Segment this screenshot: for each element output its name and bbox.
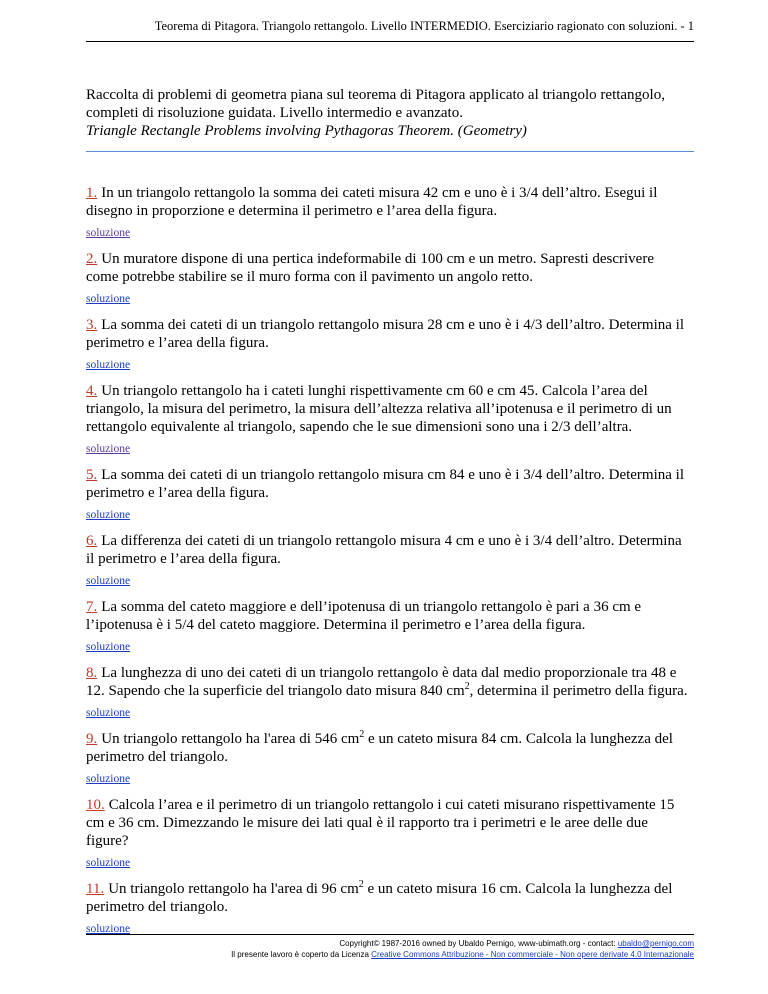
problem-text: Un triangolo rettangolo ha i cateti lunghi rispettivamente cm 60 e cm 45. Calcola l’area del triangolo, la misura del perimetro, la misura dell’altezza relativa all’ipotenusa e il perimetro di un rettangolo equivalente al triangolo, sapendo che le sue dimensioni sono una i 2/3 dell’altra.: [86, 383, 672, 435]
intro-english-text: Triangle Rectangle Problems involving Pythagoras Theorem. (Geometry): [86, 123, 527, 139]
problem-8: [86, 664, 690, 720]
problem-number-link[interactable]: 11.: [86, 881, 105, 897]
solution-link[interactable]: soluzione: [86, 707, 131, 719]
problem-6: [86, 532, 690, 588]
problem-text: Un triangolo rettangolo ha l'area di 96 cm: [108, 881, 359, 897]
problem-5: [86, 466, 690, 522]
page-footer: [86, 938, 694, 960]
problem-text: Un muratore dispone di una pertica indeformabile di 100 cm e un metro. Sapresti descrivere come potrebbe stabilire se il muro forma con il pavimento un angolo retto.: [86, 251, 654, 285]
header-divider: [86, 41, 694, 42]
problem-list: [86, 184, 690, 946]
problem-text: La somma del cateto maggiore e dell’ipotenusa di un triangolo rettangolo è pari a 36 cm e l’ipotenusa è i 5/4 del cateto maggiore. Determina il perimetro e l’area della figura.: [86, 599, 642, 633]
problem-text: In un triangolo rettangolo la somma dei cateti misura 42 cm e uno è i 3/4 dell’altro. Esegui il disegno in proporzione e determina il perimetro e l’area della figura.: [86, 185, 658, 219]
problem-number-link[interactable]: 4.: [86, 383, 98, 399]
solution-link[interactable]: soluzione: [86, 443, 131, 455]
problem-text: La somma dei cateti di un triangolo rettangolo misura 28 cm e uno è i 4/3 dell’altro. Determina il perimetro e l’area della figura.: [86, 317, 685, 351]
problem-11: [86, 880, 690, 936]
problem-text: La lunghezza di uno dei cateti di un triangolo rettangolo è data dal medio proporzionale tra 48 e 12. Sapendo che la superficie del triangolo dato misura 840 cm: [86, 665, 677, 699]
solution-link[interactable]: soluzione: [86, 773, 131, 785]
problem-number-link[interactable]: 1.: [86, 185, 98, 201]
problem-text: e un cateto misura 84 cm. Calcola la lunghezza del perimetro del triangolo.: [86, 731, 673, 765]
solution-link[interactable]: soluzione: [86, 227, 131, 239]
solution-link[interactable]: soluzione: [86, 641, 131, 653]
solution-link[interactable]: soluzione: [86, 923, 131, 935]
license-line: [86, 949, 694, 960]
problem-number-link[interactable]: 10.: [86, 797, 105, 813]
license-link[interactable]: Creative Commons Attribuzione - Non commerciale - Non opere derivate 4.0 Internazionale: [371, 950, 694, 959]
problem-text: La somma dei cateti di un triangolo rettangolo misura cm 84 e uno è i 3/4 dell’altro. Determina il perimetro e l’area della figura.: [86, 467, 685, 501]
problem-number-link[interactable]: 2.: [86, 251, 98, 267]
problem-text: , determina il perimetro della figura.: [469, 683, 688, 699]
problem-3: [86, 316, 690, 372]
section-divider: [86, 151, 694, 152]
problem-4: [86, 382, 690, 456]
problem-text: La differenza dei cateti di un triangolo rettangolo misura 4 cm e uno è i 3/4 dell’altro. Determina il perimetro e l’area della figura.: [86, 533, 682, 567]
copyright-line: [86, 938, 694, 949]
superscript: 2: [359, 729, 365, 740]
solution-link[interactable]: soluzione: [86, 857, 131, 869]
intro: [86, 86, 694, 140]
email-link[interactable]: ubaldo@pernigo.com: [617, 939, 694, 948]
copyright-text: Copyright© 1987-2016 owned by Ubaldo Pernigo, www-ubimath.org - contact:: [339, 939, 618, 948]
superscript: 2: [358, 879, 364, 890]
problem-number-link[interactable]: 7.: [86, 599, 98, 615]
footer-divider: [86, 934, 694, 935]
solution-link[interactable]: soluzione: [86, 575, 131, 587]
problem-9: [86, 730, 690, 786]
problem-text: Un triangolo rettangolo ha l'area di 546 cm: [101, 731, 360, 747]
license-text: Il presente lavoro è coperto da Licenza: [231, 950, 372, 959]
solution-link[interactable]: soluzione: [86, 293, 131, 305]
problem-7: [86, 598, 690, 654]
problem-1: [86, 184, 690, 240]
problem-text: Calcola l’area e il perimetro di un triangolo rettangolo i cui cateti misurano rispettivamente 15 cm e 36 cm. Dimezzando le misure dei lati qual è il rapporto tra i perimetri e le aree delle due figure?: [86, 797, 675, 849]
solution-link[interactable]: soluzione: [86, 359, 131, 371]
problem-number-link[interactable]: 5.: [86, 467, 98, 483]
intro-text: Raccolta di problemi di geometra piana sul teorema di Pitagora applicato al triangolo rettangolo, completi di risoluzione guidata. Livello intermedio e avanzato.: [86, 87, 665, 121]
page-header: Teorema di Pitagora. Triangolo rettangolo. Livello INTERMEDIO. Eserciziario ragionato con soluzioni. - 1: [154, 19, 694, 33]
problem-text: e un cateto misura 16 cm. Calcola la lunghezza del perimetro del triangolo.: [86, 881, 673, 915]
problem-number-link[interactable]: 9.: [86, 731, 98, 747]
problem-10: [86, 796, 690, 870]
problem-2: [86, 250, 690, 306]
problem-number-link[interactable]: 6.: [86, 533, 98, 549]
problem-number-link[interactable]: 8.: [86, 665, 98, 681]
superscript: 2: [464, 681, 470, 692]
solution-link[interactable]: soluzione: [86, 509, 131, 521]
problem-number-link[interactable]: 3.: [86, 317, 98, 333]
